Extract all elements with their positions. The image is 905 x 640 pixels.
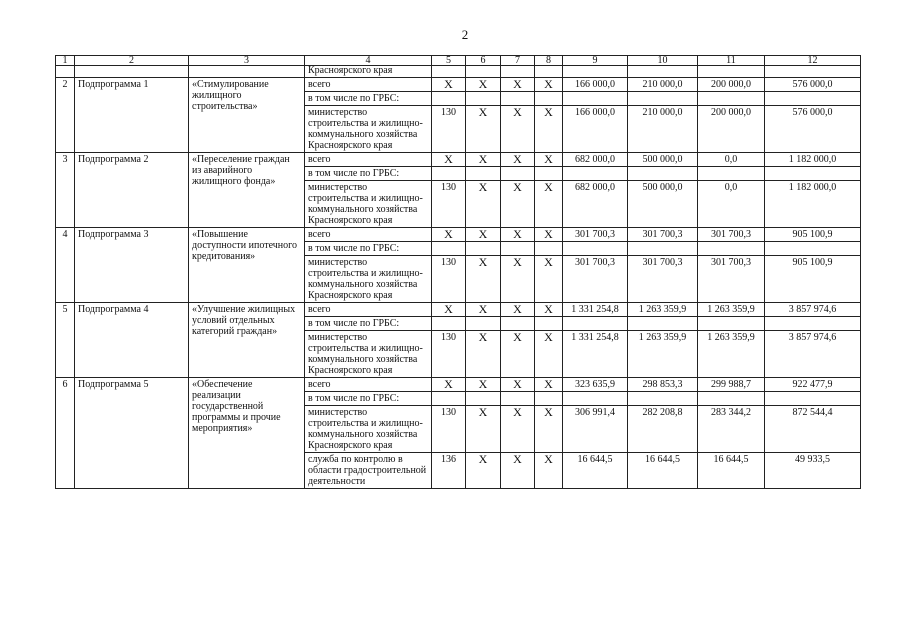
amount-cell: 1 182 000,0	[765, 153, 861, 167]
header-row	[56, 56, 861, 66]
empty-cell	[628, 392, 698, 406]
empty-cell	[765, 167, 861, 181]
amount-cell: 16 644,5	[698, 453, 765, 489]
grbs-code: 130	[432, 106, 466, 153]
x-mark: Х	[501, 303, 535, 317]
subprogram-label: Подпрограмма 2	[75, 153, 189, 228]
row-number: 4	[56, 228, 75, 303]
organization-name: служба по контролю в области градостроительной деятельности	[305, 453, 432, 489]
empty-cell	[765, 242, 861, 256]
amount-cell: 301 700,3	[628, 256, 698, 303]
grbs-code: 130	[432, 256, 466, 303]
header-cell: 10	[628, 56, 698, 66]
amount-cell: 682 000,0	[563, 181, 628, 228]
amount-cell: 166 000,0	[563, 78, 628, 92]
amount-cell: 905 100,9	[765, 256, 861, 303]
empty-cell	[432, 92, 466, 106]
x-mark: Х	[432, 378, 466, 392]
organization-name: министерство строительства и жилищно-коммунального хозяйства Красноярского края	[305, 331, 432, 378]
amount-cell: 210 000,0	[628, 78, 698, 92]
x-mark: Х	[432, 303, 466, 317]
x-mark: Х	[501, 256, 535, 303]
amount-cell: 301 700,3	[563, 256, 628, 303]
amount-cell: 0,0	[698, 153, 765, 167]
subprogram-label: Подпрограмма 4	[75, 303, 189, 378]
empty-cell	[535, 242, 563, 256]
amount-cell: 1 263 359,9	[698, 303, 765, 317]
x-mark: Х	[466, 256, 501, 303]
amount-cell: 872 544,4	[765, 406, 861, 453]
empty-cell	[563, 167, 628, 181]
amount-cell: 1 331 254,8	[563, 303, 628, 317]
grbs-code: 136	[432, 453, 466, 489]
x-mark: Х	[466, 406, 501, 453]
empty-cell	[535, 167, 563, 181]
amount-cell: 905 100,9	[765, 228, 861, 242]
empty-cell	[535, 392, 563, 406]
x-mark: Х	[501, 331, 535, 378]
amount-cell: 500 000,0	[628, 181, 698, 228]
empty-cell	[466, 167, 501, 181]
total-label: всего	[305, 228, 432, 242]
total-label: всего	[305, 78, 432, 92]
amount-cell: 200 000,0	[698, 78, 765, 92]
program-table	[55, 55, 861, 489]
empty-cell	[563, 317, 628, 331]
program-total-row	[56, 153, 861, 167]
total-label: всего	[305, 153, 432, 167]
organization-name: министерство строительства и жилищно-коммунального хозяйства Красноярского края	[305, 406, 432, 453]
x-mark: Х	[466, 331, 501, 378]
program-total-row	[56, 228, 861, 242]
amount-cell: 299 988,7	[698, 378, 765, 392]
amount-cell: 1 331 254,8	[563, 331, 628, 378]
empty-cell	[466, 92, 501, 106]
x-mark: Х	[466, 378, 501, 392]
x-mark: Х	[466, 153, 501, 167]
header-cell: 1	[56, 56, 75, 66]
organization-name: министерство строительства и жилищно-коммунального хозяйства Красноярского края	[305, 181, 432, 228]
amount-cell: 576 000,0	[765, 78, 861, 92]
amount-cell: 323 635,9	[563, 378, 628, 392]
empty-cell	[466, 317, 501, 331]
empty-cell	[432, 392, 466, 406]
total-label: всего	[305, 378, 432, 392]
subprogram-name: «Улучшение жилищных условий отдельных категорий граждан»	[189, 303, 305, 378]
amount-cell: 166 000,0	[563, 106, 628, 153]
empty-cell	[698, 92, 765, 106]
total-label: всего	[305, 303, 432, 317]
x-mark: Х	[432, 78, 466, 92]
x-mark: Х	[535, 181, 563, 228]
x-mark: Х	[535, 78, 563, 92]
empty-cell	[765, 317, 861, 331]
empty-cell	[535, 92, 563, 106]
x-mark: Х	[501, 181, 535, 228]
empty-cell	[698, 167, 765, 181]
amount-cell: 3 857 974,6	[765, 303, 861, 317]
subprogram-name: «Стимулирование жилищного строительства»	[189, 78, 305, 153]
x-mark: Х	[501, 406, 535, 453]
empty-cell	[501, 167, 535, 181]
x-mark: Х	[501, 453, 535, 489]
grbs-label: в том числе по ГРБС:	[305, 392, 432, 406]
empty-cell	[501, 242, 535, 256]
empty-cell	[628, 242, 698, 256]
empty-cell	[501, 317, 535, 331]
amount-cell: 200 000,0	[698, 106, 765, 153]
empty-cell	[466, 242, 501, 256]
row-number: 6	[56, 378, 75, 489]
amount-cell: 210 000,0	[628, 106, 698, 153]
grbs-code: 130	[432, 331, 466, 378]
x-mark: Х	[466, 303, 501, 317]
header-cell: 9	[563, 56, 628, 66]
row-number: 3	[56, 153, 75, 228]
subprogram-label: Подпрограмма 5	[75, 378, 189, 489]
grbs-label: в том числе по ГРБС:	[305, 317, 432, 331]
x-mark: Х	[501, 228, 535, 242]
amount-cell: 0,0	[698, 181, 765, 228]
amount-cell: 576 000,0	[765, 106, 861, 153]
empty-cell	[698, 317, 765, 331]
empty-cell	[466, 392, 501, 406]
x-mark: Х	[535, 256, 563, 303]
header-cell: 3	[189, 56, 305, 66]
program-total-row	[56, 303, 861, 317]
grbs-label: в том числе по ГРБС:	[305, 167, 432, 181]
amount-cell: 283 344,2	[698, 406, 765, 453]
x-mark: Х	[466, 78, 501, 92]
amount-cell: 1 263 359,9	[628, 303, 698, 317]
empty-cell	[501, 92, 535, 106]
x-mark: Х	[432, 153, 466, 167]
x-mark: Х	[535, 406, 563, 453]
amount-cell: 1 182 000,0	[765, 181, 861, 228]
grbs-label: в том числе по ГРБС:	[305, 242, 432, 256]
organization-name: министерство строительства и жилищно-коммунального хозяйства Красноярского края	[305, 256, 432, 303]
empty-cell	[765, 392, 861, 406]
header-cell: 2	[75, 56, 189, 66]
subprogram-name: «Повышение доступности ипотечного кредитования»	[189, 228, 305, 303]
header-cell: 6	[466, 56, 501, 66]
grbs-code: 130	[432, 181, 466, 228]
x-mark: Х	[535, 331, 563, 378]
organization-name: министерство строительства и жилищно-коммунального хозяйства Красноярского края	[305, 106, 432, 153]
empty-cell	[628, 92, 698, 106]
page-number: 2	[461, 27, 469, 42]
x-mark: Х	[501, 378, 535, 392]
subprogram-name: «Переселение граждан из аварийного жилищного фонда»	[189, 153, 305, 228]
subprogram-label: Подпрограмма 1	[75, 78, 189, 153]
x-mark: Х	[432, 228, 466, 242]
empty-cell	[628, 317, 698, 331]
amount-cell: 1 263 359,9	[628, 331, 698, 378]
amount-cell: 301 700,3	[698, 256, 765, 303]
program-total-row	[56, 78, 861, 92]
empty-cell	[501, 392, 535, 406]
header-cell: 11	[698, 56, 765, 66]
x-mark: Х	[535, 228, 563, 242]
amount-cell: 16 644,5	[563, 453, 628, 489]
amount-cell: 301 700,3	[563, 228, 628, 242]
empty-cell	[563, 242, 628, 256]
amount-cell: 298 853,3	[628, 378, 698, 392]
continuation-row	[56, 66, 861, 78]
x-mark: Х	[466, 106, 501, 153]
x-mark: Х	[501, 78, 535, 92]
amount-cell: 500 000,0	[628, 153, 698, 167]
x-mark: Х	[501, 106, 535, 153]
subprogram-name: «Обеспечение реализации государственной программы и прочие мероприятия»	[189, 378, 305, 489]
x-mark: Х	[535, 106, 563, 153]
x-mark: Х	[535, 153, 563, 167]
header-cell: 8	[535, 56, 563, 66]
x-mark: Х	[466, 453, 501, 489]
empty-cell	[698, 392, 765, 406]
amount-cell: 306 991,4	[563, 406, 628, 453]
empty-cell	[432, 242, 466, 256]
header-cell: 4	[305, 56, 432, 66]
amount-cell: 1 263 359,9	[698, 331, 765, 378]
row-number: 5	[56, 303, 75, 378]
amount-cell: 301 700,3	[698, 228, 765, 242]
x-mark: Х	[535, 378, 563, 392]
subprogram-label: Подпрограмма 3	[75, 228, 189, 303]
amount-cell: 682 000,0	[563, 153, 628, 167]
x-mark: Х	[466, 181, 501, 228]
amount-cell: 16 644,5	[628, 453, 698, 489]
x-mark: Х	[535, 303, 563, 317]
empty-cell	[535, 317, 563, 331]
header-cell: 5	[432, 56, 466, 66]
amount-cell: 301 700,3	[628, 228, 698, 242]
grbs-label: в том числе по ГРБС:	[305, 92, 432, 106]
x-mark: Х	[501, 153, 535, 167]
empty-cell	[628, 167, 698, 181]
x-mark: Х	[466, 228, 501, 242]
empty-cell	[698, 242, 765, 256]
header-cell: 7	[501, 56, 535, 66]
empty-cell	[563, 92, 628, 106]
x-mark: Х	[535, 453, 563, 489]
row-number: 2	[56, 78, 75, 153]
header-cell: 12	[765, 56, 861, 66]
amount-cell: 49 933,5	[765, 453, 861, 489]
continuation-text: Красноярского края	[305, 66, 432, 78]
empty-cell	[432, 167, 466, 181]
program-total-row	[56, 378, 861, 392]
empty-cell	[432, 317, 466, 331]
grbs-code: 130	[432, 406, 466, 453]
amount-cell: 3 857 974,6	[765, 331, 861, 378]
empty-cell	[765, 92, 861, 106]
amount-cell: 922 477,9	[765, 378, 861, 392]
empty-cell	[563, 392, 628, 406]
amount-cell: 282 208,8	[628, 406, 698, 453]
